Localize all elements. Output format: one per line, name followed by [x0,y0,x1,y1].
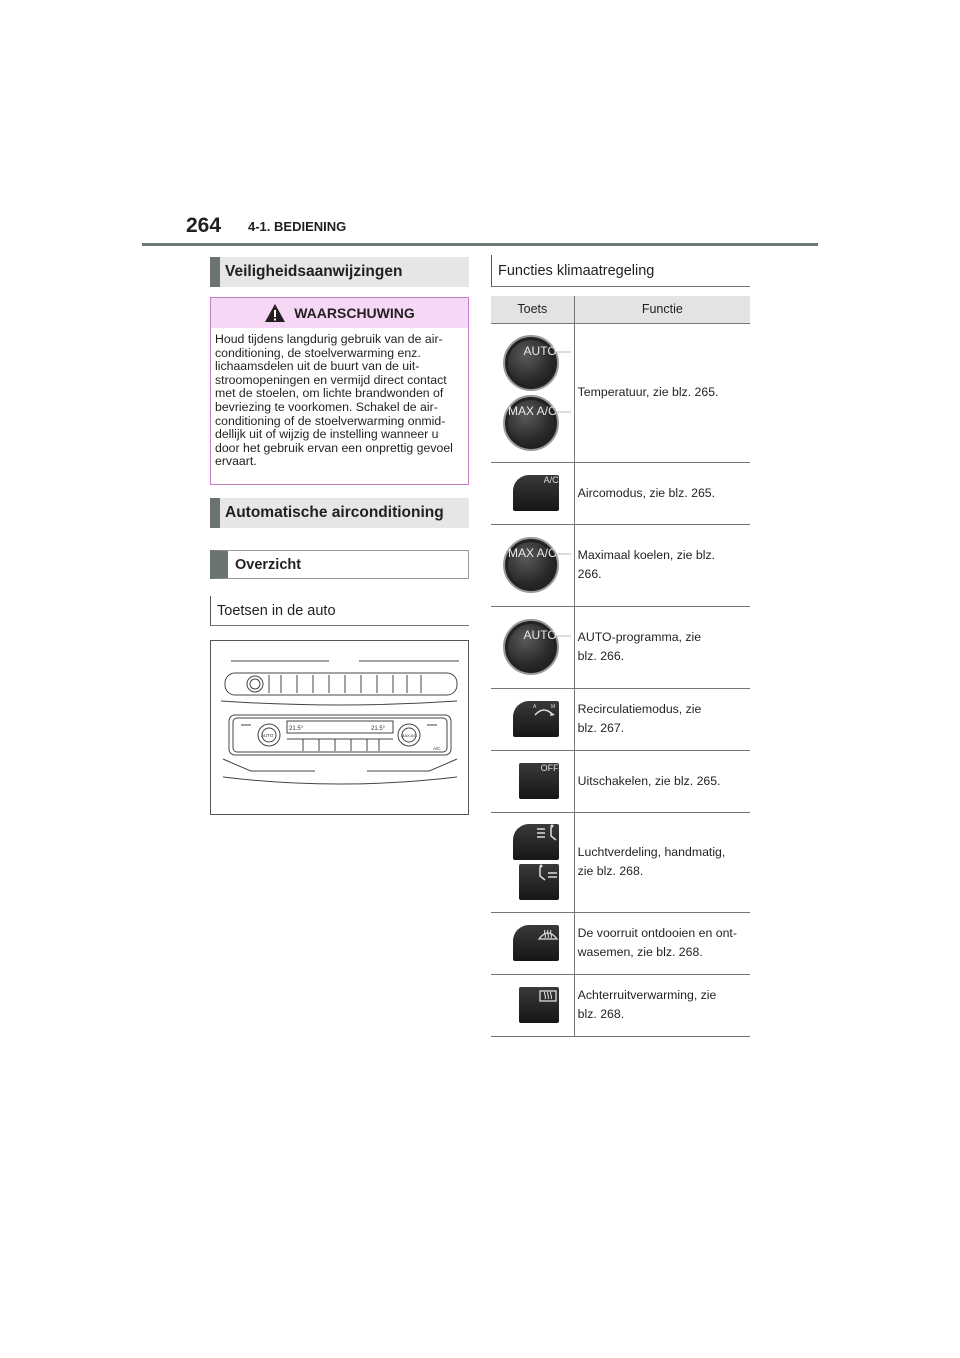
column-header-function: Functie [574,296,750,323]
function-description: Achterruitverwarming, zie blz. 268. [574,974,750,1036]
section-heading-safety: Veiligheidsaanwijzingen [210,257,469,287]
console-ac-label: A/C [433,746,441,751]
defrost-front-icon [513,925,559,961]
warning-box [210,297,469,485]
console-temp-right: 21.5° [371,726,386,732]
button-icons-cell [491,812,574,912]
button-icons-cell [491,750,574,812]
table-row [491,912,750,974]
functions-heading: Functies klimaatregeling [491,255,750,287]
function-description: De voorruit ontdooien en ont-wasemen, zie blz. 268. [574,912,750,974]
button-icons-cell [491,524,574,606]
climate-console-illustration [210,640,469,815]
table-row [491,606,750,688]
warning-header [211,298,468,328]
ac-button-icon: A/C [513,475,559,511]
function-description: AUTO-programma, zie blz. 266. [574,606,750,688]
button-icons-cell [491,688,574,750]
subsection-heading-overview: Overzicht [210,550,469,579]
svg-text:M: M [550,704,555,710]
function-description: Uitschakelen, zie blz. 265. [574,750,750,812]
table-row [491,462,750,524]
button-icons-cell [491,974,574,1036]
warning-text: Houd tijdens langdurig gebruik van de air-conditioning, de stoelverwarming enz. lichaamsdelen uit de buurt van de uit-stroomopeningen en vermijd direct contact met de stoelen, om lichte brandwonden of bevriezing te voorkomen. Schakel de air-conditioning of de stoelverwarming onmid-dellijk uit of wijzig de instelling wanneer u door het gebruik ervan een onprettig gevoel ervaart. [215,332,453,469]
table-row [491,974,750,1036]
table-row [491,323,750,462]
max-ac-knob-icon: MAX A/C [503,395,559,451]
table-row [491,750,750,812]
warning-title: WAARSCHUWING [294,305,415,321]
warning-triangle-icon [264,303,286,323]
table-row [491,524,750,606]
section-heading-auto-ac: Automatische airconditioning [210,498,469,528]
functions-table [491,296,750,1037]
function-description: Recirculatiemodus, zie blz. 267. [574,688,750,750]
column-header-button: Toets [491,296,574,323]
button-icons-cell [491,323,574,462]
table-row [491,812,750,912]
console-knob-left-label: AUTO [261,733,274,738]
page-number: 264 [186,214,222,237]
air-distribution-upper-icon [513,824,559,860]
function-description: Temperatuur, zie blz. 265. [574,323,750,462]
off-button-icon: OFF [519,763,559,799]
table-header-row [491,296,750,323]
function-description: Maximaal koelen, zie blz. 266. [574,524,750,606]
button-icons-cell [491,912,574,974]
function-description: Luchtverdeling, handmatig, zie blz. 268. [574,812,750,912]
console-drawing [211,641,468,814]
header-divider [142,243,818,246]
button-icons-cell [491,606,574,688]
chapter-title: 4-1. BEDIENING [248,219,347,234]
console-knob-right-label: MAX A/C [401,733,418,738]
auto-knob-icon: AUTO [503,335,559,391]
table-row [491,688,750,750]
paragraph-heading-buttons: Toetsen in de auto [210,596,469,626]
auto-knob-icon: AUTO [503,619,559,675]
svg-text:A: A [532,704,536,710]
button-icons-cell [491,462,574,524]
recirculation-icon [513,701,559,737]
function-description: Aircomodus, zie blz. 265. [574,462,750,524]
max-ac-knob-icon: MAX A/C [503,537,559,593]
air-distribution-lower-icon [519,864,559,900]
console-temp-left: 21.5° [289,726,304,732]
defrost-rear-icon [519,987,559,1023]
